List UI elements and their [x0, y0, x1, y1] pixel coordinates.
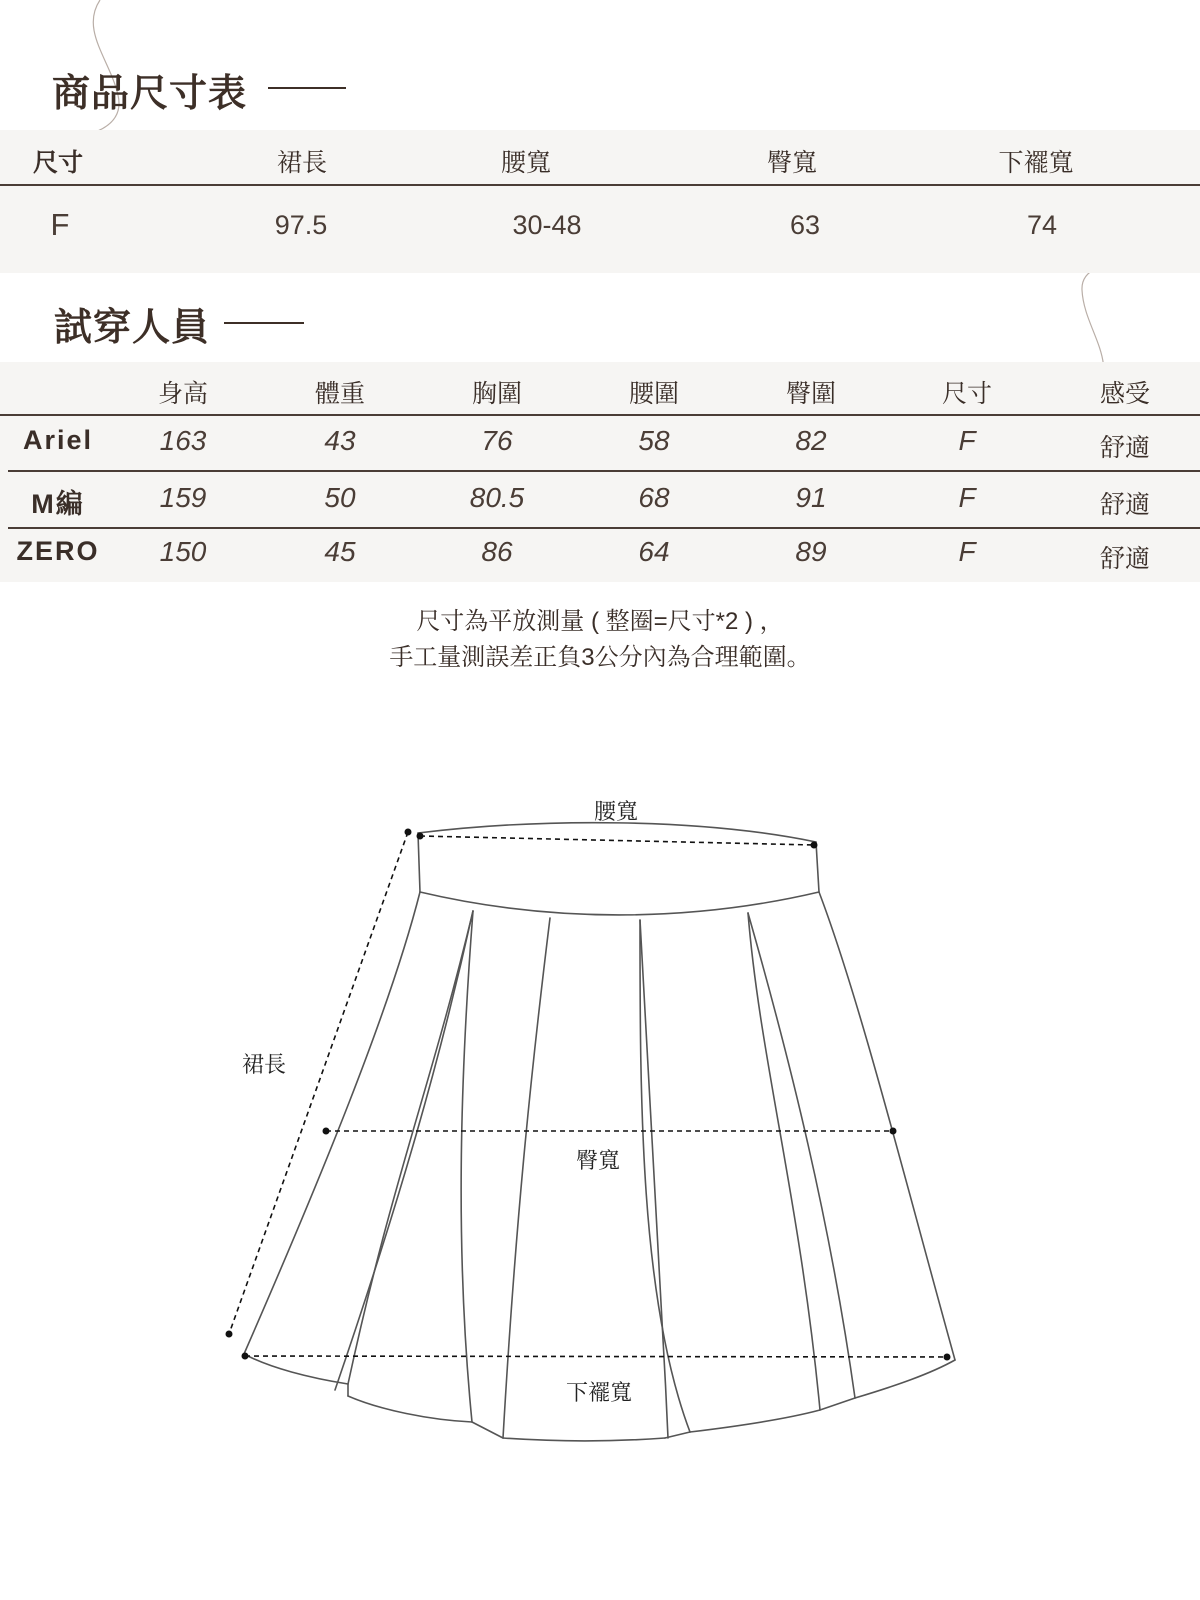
- measurement-note: [0, 604, 1200, 676]
- header-size: 尺寸: [32, 149, 84, 177]
- pleated-skirt-illustration: [0, 760, 1200, 1460]
- row-divider: [8, 470, 1200, 472]
- model-size: F: [958, 536, 976, 567]
- model-name: M編: [31, 489, 85, 519]
- waist-width-label: 腰寬: [594, 800, 639, 825]
- hip-width-label: 臀寬: [576, 1149, 621, 1174]
- model-size: F: [958, 425, 976, 456]
- row-divider: [8, 527, 1200, 529]
- header-hip: 臀圍: [785, 380, 837, 408]
- model-feel: 舒適: [1099, 434, 1151, 462]
- model-weight: 43: [324, 425, 356, 456]
- model-bust: 76: [481, 425, 513, 456]
- header-hem: 下襬寬: [998, 149, 1074, 177]
- model-waist: 64: [638, 536, 670, 567]
- value-waist: 30-48: [512, 210, 582, 240]
- size-table-header-rule: [0, 184, 1200, 186]
- note-line-2: 手工量測誤差正負3公分內為合理範圍。: [389, 644, 811, 671]
- header-weight: 體重: [314, 380, 366, 408]
- hem-width-label: 下襬寬: [566, 1381, 633, 1406]
- model-name: Ariel: [22, 425, 94, 455]
- model-hip: 91: [795, 482, 827, 513]
- value-length: 97.5: [274, 210, 328, 240]
- header-feel: 感受: [1099, 380, 1151, 408]
- model-feel: 舒適: [1099, 491, 1151, 519]
- model-waist: 68: [638, 482, 670, 513]
- model-bust: 80.5: [469, 482, 525, 513]
- size-table-title: 商品尺寸表: [52, 70, 248, 115]
- model-feel: 舒適: [1099, 545, 1151, 573]
- model-weight: 45: [324, 536, 356, 567]
- note-line-1: 尺寸為平放測量 ( 整圈=尺寸*2 ) ，: [416, 608, 784, 635]
- title-underline: [224, 322, 304, 324]
- skirt-length-label: 裙長: [242, 1053, 287, 1078]
- header-bust: 胸圍: [471, 380, 523, 408]
- value-hem: 74: [1026, 210, 1058, 240]
- model-table-title: 試穿人員: [54, 304, 211, 349]
- header-hip: 臀寬: [766, 149, 818, 177]
- title-underline: [268, 87, 346, 89]
- model-waist: 58: [638, 425, 670, 456]
- model-height: 159: [159, 482, 207, 513]
- model-hip: 89: [795, 536, 827, 567]
- header-length: 裙長: [276, 149, 328, 177]
- model-height: 163: [159, 425, 207, 456]
- model-name: ZERO: [16, 536, 100, 566]
- header-size: 尺寸: [941, 380, 993, 408]
- header-height: 身高: [157, 380, 209, 408]
- model-table-header-rule: [0, 414, 1200, 416]
- header-waist: 腰圍: [628, 380, 680, 408]
- model-bust: 86: [481, 536, 513, 567]
- header-waist: 腰寬: [500, 149, 552, 177]
- model-size: F: [958, 482, 976, 513]
- model-hip: 82: [795, 425, 827, 456]
- model-weight: 50: [324, 482, 356, 513]
- model-height: 150: [159, 536, 207, 567]
- value-size: F: [50, 207, 70, 242]
- value-hip: 63: [789, 210, 821, 240]
